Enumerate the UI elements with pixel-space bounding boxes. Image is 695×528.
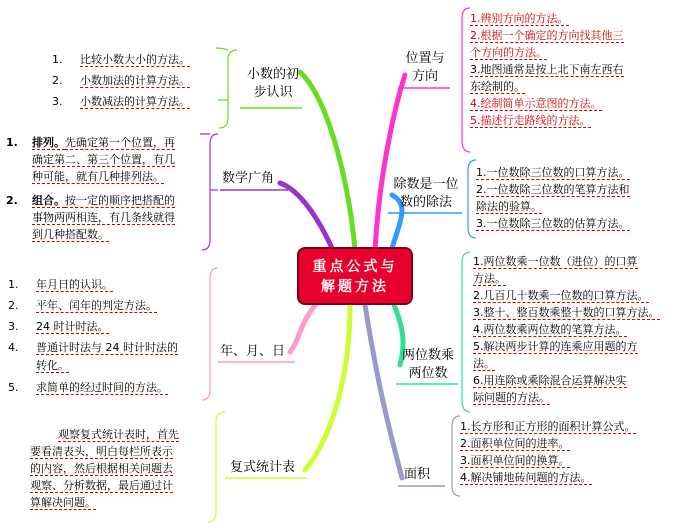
branch-math-wide[interactable] <box>222 170 274 188</box>
math-wide-item-1: 1. 排列。先确定第一个位置，再 确定第二、第三个位置，有几 种可能，就有几种排列法。 <box>6 136 175 183</box>
branch-ymd-label: 年、月、日 <box>220 344 286 359</box>
connector-stats <box>305 305 350 470</box>
branch-decimals-label-1: 小数的初 <box>246 67 299 82</box>
branch-area-label: 面积 <box>404 467 431 482</box>
ymd-item-4: 4. 普通计时法与 24 时计时法的 <box>8 341 178 354</box>
area-items: 1.长方形和正方形的面积计算公式。 2.面积单位间的进率。 3.面积单位间的换算。 4.解决铺地砖问题的方法。 <box>460 420 636 484</box>
connector-decimals <box>300 72 355 250</box>
bracket-position <box>462 8 470 152</box>
branch-multiplication[interactable] <box>398 347 458 383</box>
center-title-line2: 解题方法 <box>321 279 389 295</box>
branch-decimals-label-2: 步认识 <box>253 85 293 100</box>
branch-decimals[interactable] <box>244 66 302 102</box>
center-title-line1: 重点公式与 <box>312 259 398 275</box>
branch-position-label-1: 位置与 <box>405 51 445 66</box>
branch-division-label-1: 除数是一位 <box>393 177 459 192</box>
connector-math-wide <box>280 183 335 255</box>
branch-division-label-2: 数的除法 <box>399 195 452 210</box>
bracket-multiplication <box>462 252 470 412</box>
bracket-division <box>468 160 476 238</box>
branch-math-wide-label: 数学广角 <box>222 171 275 186</box>
math-wide-item-2: 2. 组合。按一定的顺序把搭配的 事物两两相连，有几条线就得 到几种搭配数。 <box>6 194 175 241</box>
branch-position[interactable] <box>400 50 450 86</box>
decimals-item-3: 3. 小数减法的计算方法。 <box>52 95 190 108</box>
position-items: 1.辨别方向的方法。 2.根据一个确定的方向找其他三 个方向的方法。 3.地图通常是按上北下南左西右 东绘制的。 4.绘制简单示意图的方法。 5.描述行走路线的方法。 <box>470 12 624 127</box>
branch-stats-label: 复式统计表 <box>230 460 296 475</box>
branch-ymd[interactable] <box>220 343 285 361</box>
branch-position-label-2: 方向 <box>411 69 438 84</box>
division-items: 1.一位数除三位数的口算方法。 2.一位数除三位数的笔算方法和 除法的验算。 3.一位数除三位数的估算方法。 <box>476 166 630 230</box>
connector-area <box>365 305 402 478</box>
branch-area[interactable] <box>404 466 430 484</box>
center-node[interactable] <box>297 247 413 305</box>
branch-stats[interactable] <box>230 459 295 477</box>
ymd-item-1: 1. 年月日的认识。 <box>8 278 113 291</box>
bracket-decimals <box>219 50 237 128</box>
branch-multiplication-label-2: 两位数 <box>408 366 448 381</box>
multiplication-items: 1.两位数乘一位数（进位）的口算 方法。 2.几百几十数乘一位数的口算方法。 3.整十、整百数乘整十数的口算方法。 4.两位数乘两位数的笔算方法。 5.解决两步计算的连乘应用题的方 法。 6.用连除或乘除混合运算解决实 际问题的方法。 <box>473 255 660 404</box>
branch-division[interactable] <box>390 176 462 212</box>
decimals-item-2: 2. 小数加法的计算方法。 <box>52 74 190 87</box>
ymd-item-2: 2. 平年、闰年的判定方法。 <box>8 299 157 312</box>
stats-paragraph: 观察复式统计表时，首先 要看清表头，明白每栏所表示 的内容，然后根据相关问题去 观察、分析数据，最后通过计 算解决问题。 <box>30 428 179 509</box>
decimals-item-1: 1. 比较小数大小的方法。 <box>52 53 190 66</box>
connector-ymd <box>290 300 320 352</box>
branch-multiplication-label-1: 两位数乘 <box>401 348 454 363</box>
bracket-area <box>452 416 460 496</box>
ymd-item-5: 5. 求简单的经过时间的方法。 <box>8 381 168 394</box>
ymd-item-4-cont: 转化。 <box>36 359 69 372</box>
ymd-item-3: 3. 24 时计时法。 <box>8 320 109 333</box>
bracket-ymd <box>202 268 218 400</box>
